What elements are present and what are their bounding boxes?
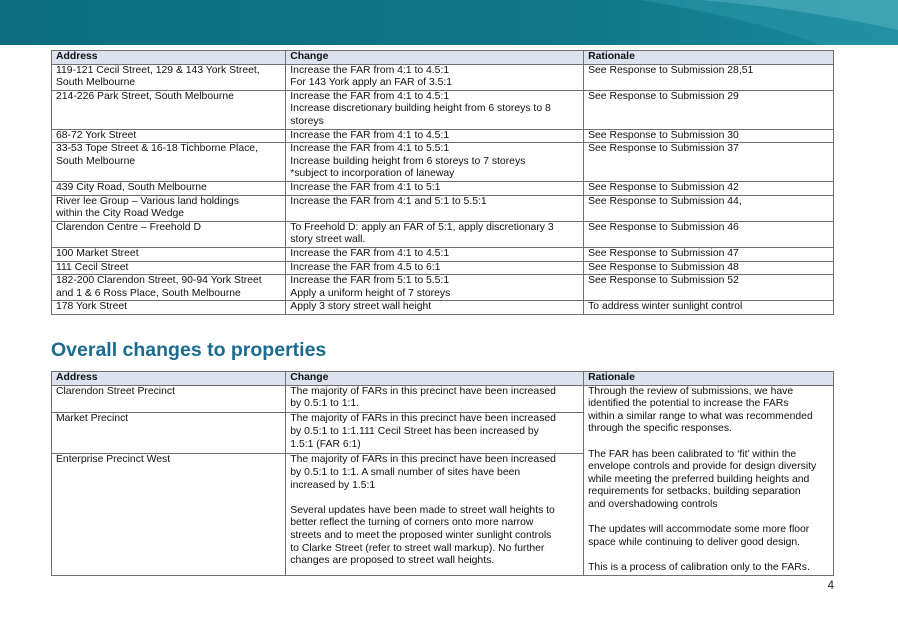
rationale-line: See Response to Submission 28,51: [588, 64, 754, 76]
rationale-cell: [584, 385, 834, 575]
rationale-line: See Response to Submission 29: [588, 90, 739, 102]
column-header-change: Change: [286, 51, 584, 65]
header-banner: [0, 0, 898, 45]
rationale-cell: [584, 195, 834, 221]
change-line: Increase the FAR from 4.5 to 6:1: [290, 261, 441, 273]
rationale-cell: [584, 261, 834, 275]
rationale-line: Through the review of submissions, we have: [588, 385, 794, 397]
page-number: 4: [827, 580, 834, 592]
address-cell: [52, 275, 286, 301]
submission-changes-table: [51, 50, 834, 315]
address-line: 68-72 York Street: [56, 129, 137, 141]
change-cell: [286, 143, 584, 182]
address-cell: [52, 143, 286, 182]
change-cell: [286, 385, 584, 413]
rationale-line: and overshadowing controls: [588, 498, 718, 510]
change-cell: [286, 247, 584, 261]
rationale-line: See Response to Submission 44,: [588, 195, 742, 207]
change-line: Apply 3 story street wall height: [290, 301, 432, 313]
address-line: 439 City Road, South Melbourne: [56, 181, 207, 193]
change-cell: [286, 301, 584, 315]
address-line: South Melbourne: [56, 155, 136, 167]
change-cell: [286, 64, 584, 90]
rationale-line: within a similar range to what was recommended: [588, 410, 813, 422]
change-cell: [286, 90, 584, 129]
address-cell: [52, 195, 286, 221]
change-line: changes are proposed to street wall heights.: [290, 555, 495, 567]
address-cell: [52, 90, 286, 129]
section-heading: Overall changes to properties: [51, 339, 327, 361]
change-line: Increase the FAR from 4:1 to 4.5:1: [290, 247, 450, 259]
change-line: *subject to incorporation of laneway: [290, 168, 455, 180]
rationale-cell: [584, 181, 834, 195]
address-line: 111 Cecil Street: [56, 261, 129, 273]
table-row: [52, 247, 834, 261]
rationale-line: To address winter sunlight control: [588, 301, 743, 313]
change-line: increased by 1.5:1: [290, 479, 376, 491]
change-cell: [286, 181, 584, 195]
table-row: [52, 301, 834, 315]
change-cell: [286, 275, 584, 301]
rationale-line: while meeting the preferred building heights and: [588, 473, 810, 485]
rationale-line: envelope controls and provide for design diversity: [588, 461, 817, 473]
address-line: 100 Market Street: [56, 247, 139, 259]
table-row: [52, 385, 834, 413]
rationale-cell: [584, 247, 834, 261]
change-line: by 0.5:1 to 1:1.111 Cecil Street has been increased by: [290, 425, 539, 437]
rationale-line: The FAR has been calibrated to ‘fit’ within the: [588, 448, 797, 460]
change-line: Increase building height from 6 storeys to 7 storeys: [290, 155, 526, 167]
change-line: Increase the FAR from 4:1 to 4.5:1: [290, 129, 450, 141]
table-header-row: [52, 372, 834, 386]
rationale-cell: [584, 143, 834, 182]
address-cell: [52, 129, 286, 143]
table-row: [52, 181, 834, 195]
table-row: [52, 221, 834, 247]
rationale-cell: [584, 275, 834, 301]
change-line: streets and to meet the proposed winter sunlight controls: [290, 529, 552, 541]
table-row: [52, 261, 834, 275]
change-line: [290, 492, 579, 505]
rationale-line: space while continuing to deliver good design.: [588, 536, 801, 548]
change-line: Increase the FAR from 4:1 to 5.5:1: [290, 143, 450, 155]
rationale-line: See Response to Submission 46: [588, 221, 739, 233]
table-header-row: [52, 51, 834, 65]
rationale-line: [588, 436, 829, 449]
change-cell: [286, 195, 584, 221]
change-line: Several updates have been made to street wall heights to: [290, 504, 555, 516]
table-row: [52, 64, 834, 90]
rationale-line: See Response to Submission 47: [588, 247, 739, 259]
rationale-line: See Response to Submission 42: [588, 181, 739, 193]
address-line: Market Precinct: [56, 413, 129, 425]
rationale-line: See Response to Submission 37: [588, 143, 739, 155]
change-line: Apply a uniform height of 7 storeys: [290, 287, 451, 299]
rationale-line: [588, 549, 829, 562]
change-line: Increase the FAR from 4:1 to 4.5:1: [290, 90, 450, 102]
column-header-change: Change: [286, 372, 584, 386]
address-cell: [52, 181, 286, 195]
address-cell: [52, 64, 286, 90]
rationale-line: The updates will accommodate some more floor: [588, 524, 810, 536]
change-line: storeys: [290, 115, 324, 127]
rationale-cell: [584, 221, 834, 247]
column-header-address: Address: [52, 372, 286, 386]
address-cell: [52, 221, 286, 247]
change-cell: [286, 413, 584, 454]
rationale-cell: [584, 90, 834, 129]
change-line: by 0.5:1 to 1:1. A small number of sites have been: [290, 466, 521, 478]
column-header-rationale: Rationale: [584, 51, 834, 65]
change-cell: [286, 454, 584, 575]
rationale-line: requirements for setbacks, building separation: [588, 486, 801, 498]
change-line: The majority of FARs in this precinct have been increased: [290, 385, 556, 397]
address-line: River lee Group – Various land holdings: [56, 195, 239, 207]
change-line: 1.5:1 (FAR 6:1): [290, 438, 361, 450]
column-header-rationale: Rationale: [584, 372, 834, 386]
table-body: [52, 385, 834, 575]
address-line: 119-121 Cecil Street, 129 & 143 York Street,: [56, 64, 260, 76]
address-line: South Melbourne: [56, 77, 136, 89]
address-cell: [52, 454, 286, 575]
rationale-line: See Response to Submission 48: [588, 261, 739, 273]
address-line: Clarendon Centre – Freehold D: [56, 221, 201, 233]
change-line: The majority of FARs in this precinct have been increased: [290, 413, 556, 425]
rationale-cell: [584, 64, 834, 90]
overall-changes-table: [51, 371, 834, 576]
change-line: The majority of FARs in this precinct have been increased: [290, 454, 556, 466]
change-line: better reflect the turning of corners onto more narrow: [290, 517, 534, 529]
address-line: 182-200 Clarendon Street, 90-94 York Street: [56, 275, 262, 287]
address-line: 178 York Street: [56, 301, 128, 313]
rationale-cell: [584, 301, 834, 315]
address-cell: [52, 301, 286, 315]
address-line: and 1 & 6 Ross Place, South Melbourne: [56, 287, 241, 299]
table-row: [52, 90, 834, 129]
change-line: To Freehold D: apply an FAR of 5:1, apply discretionary 3: [290, 221, 554, 233]
change-line: Increase the FAR from 5:1 to 5.5:1: [290, 275, 450, 287]
address-cell: [52, 413, 286, 454]
table-row: [52, 129, 834, 143]
rationale-line: See Response to Submission 30: [588, 129, 739, 141]
address-line: 33-53 Tope Street & 16-18 Tichborne Place,: [56, 143, 258, 155]
rationale-line: identified the potential to increase the FARs: [588, 398, 789, 410]
banner-swoosh: [0, 0, 898, 45]
change-line: Increase the FAR from 4:1 and 5:1 to 5.5:1: [290, 195, 487, 207]
change-line: For 143 York apply an FAR of 3.5:1: [290, 77, 453, 89]
address-cell: [52, 261, 286, 275]
address-line: within the City Road Wedge: [56, 208, 185, 220]
change-cell: [286, 221, 584, 247]
change-cell: [286, 129, 584, 143]
change-cell: [286, 261, 584, 275]
change-line: to Clarke Street (refer to street wall markup). No further: [290, 542, 545, 554]
change-line: story street wall.: [290, 234, 366, 246]
address-line: 214-226 Park Street, South Melbourne: [56, 90, 234, 102]
rationale-line: This is a process of calibration only to the FARs.: [588, 561, 810, 573]
rationale-line: See Response to Submission 52: [588, 275, 739, 287]
column-header-address: Address: [52, 51, 286, 65]
address-line: Enterprise Precinct West: [56, 454, 171, 466]
rationale-cell: [584, 129, 834, 143]
table-body: [52, 64, 834, 314]
address-cell: [52, 385, 286, 413]
address-cell: [52, 247, 286, 261]
change-line: Increase discretionary building height from 6 storeys to 8: [290, 103, 551, 115]
change-line: by 0.5:1 to 1:1.: [290, 398, 360, 410]
table-row: [52, 143, 834, 182]
table-row: [52, 195, 834, 221]
table-row: [52, 275, 834, 301]
change-line: Increase the FAR from 4:1 to 5:1: [290, 181, 441, 193]
rationale-line: [588, 512, 829, 525]
rationale-line: through the specific responses.: [588, 423, 732, 435]
address-line: Clarendon Street Precinct: [56, 385, 175, 397]
change-line: Increase the FAR from 4:1 to 4.5:1: [290, 64, 450, 76]
